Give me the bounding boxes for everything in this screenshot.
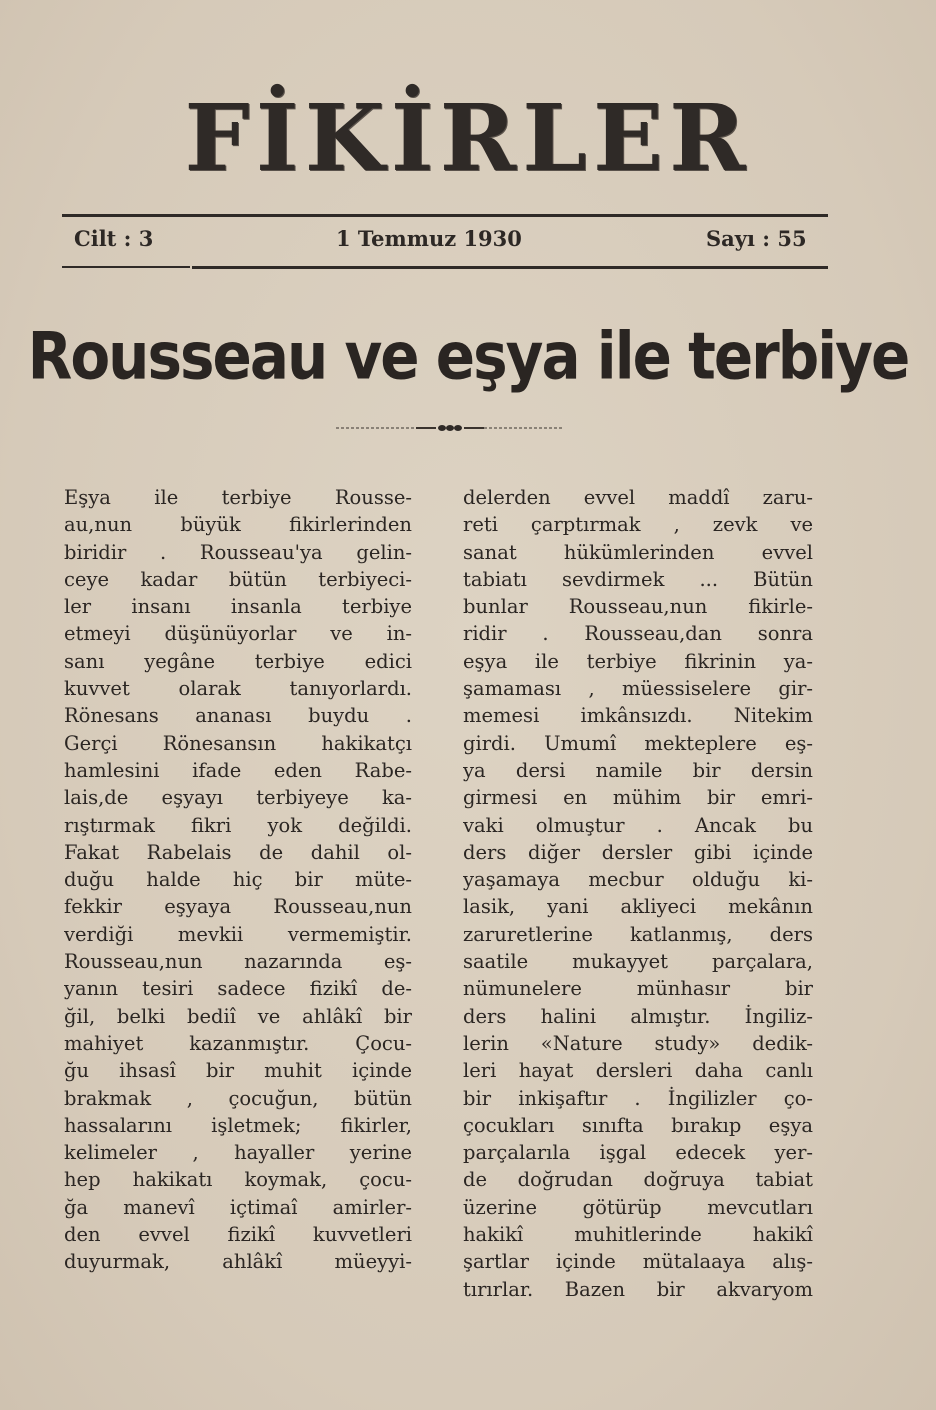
text-line: duğu halde hiç bir müte- <box>64 868 412 892</box>
header-rule-top <box>62 214 828 217</box>
text-line: leri hayat dersleri daha canlı <box>463 1059 813 1083</box>
text-line: sanat hükümlerinden evvel <box>463 540 813 564</box>
text-line: ders diğer dersler gibi içinde <box>463 840 813 864</box>
text-line: ridir . Rousseau,dan sonra <box>463 622 813 646</box>
text-line: sanı yegâne terbiye edici <box>64 649 412 673</box>
text-line: kelimeler , hayaller yerine <box>64 1141 412 1165</box>
article-column-right <box>463 484 813 1303</box>
text-line: eşya ile terbiye fikrinin ya- <box>463 649 813 673</box>
text-line: yanın tesiri sadece fizikî de- <box>64 977 412 1001</box>
text-line: ler insanı insanla terbiye <box>64 595 412 619</box>
text-line: girdi. Umumî mekteplere eş- <box>463 731 813 755</box>
text-line: bir inkişaftır . İngilizler ço- <box>463 1086 813 1110</box>
text-line: au,nun büyük fikirlerinden <box>64 513 412 537</box>
masthead-title: FİKİRLER <box>184 84 752 192</box>
text-line: ğa manevî içtimaî amirler- <box>64 1195 412 1219</box>
ornament-divider <box>336 424 564 432</box>
text-line: şamaması , müessiselere gir- <box>463 677 813 701</box>
text-line: tırırlar. Bazen bir akvaryom <box>463 1277 813 1301</box>
text-line: ya dersi namile bir dersin <box>463 758 813 782</box>
text-line: rıştırmak fikri yok değildi. <box>64 813 412 837</box>
text-line: hamlesini ifade eden Rabe- <box>64 758 412 782</box>
issue-number: Sayı : 55 <box>706 226 807 251</box>
header-rule-bottom <box>192 266 828 269</box>
text-line: delerden evvel maddî zaru- <box>463 486 813 509</box>
text-line: üzerine götürüp mevcutları <box>463 1195 813 1219</box>
text-line: ğil, belki bediî ve ahlâkî bir <box>64 1004 412 1028</box>
text-line: lasik, yani akliyeci mekânın <box>463 895 813 919</box>
issue-date: 1 Temmuz 1930 <box>336 226 522 251</box>
text-line: vaki olmuştur . Ancak bu <box>463 813 813 837</box>
text-line: lerin «Nature study» dedik- <box>463 1031 813 1055</box>
header-rule-bottom-left <box>62 266 190 268</box>
text-line: Rönesans ananası buydu . <box>64 704 412 728</box>
text-line: tabiatı sevdirmek ... Bütün <box>463 567 813 591</box>
text-line: verdiği mevkii vermemiştir. <box>64 922 412 946</box>
text-line: memesi imkânsızdı. Nitekim <box>463 704 813 728</box>
text-line: hakikî muhitlerinde hakikî <box>463 1223 813 1247</box>
text-line: Fakat Rabelais de dahil ol- <box>64 840 412 864</box>
article-column-left <box>64 484 412 1276</box>
text-line: nümunelere münhasır bir <box>463 977 813 1001</box>
text-line: etmeyi düşünüyorlar ve in- <box>64 622 412 646</box>
text-line: girmesi en mühim bir emri- <box>463 786 813 810</box>
text-line: ders halini almıştır. İngiliz- <box>463 1004 813 1028</box>
text-line: Rousseau,nun nazarında eş- <box>64 950 412 974</box>
text-line: biridir . Rousseau'ya gelin- <box>64 540 412 564</box>
text-line: duyurmak, ahlâkî müeyyi- <box>64 1250 412 1274</box>
volume-label: Cilt : 3 <box>74 226 154 251</box>
text-line: zaruretlerine katlanmış, ders <box>463 922 813 946</box>
article-title: Rousseau ve eşya ile terbiye <box>27 318 909 395</box>
text-line: fekkir eşyaya Rousseau,nun <box>64 895 412 919</box>
text-line: brakmak , çocuğun, bütün <box>64 1086 412 1110</box>
text-line: Eşya ile terbiye Rousse- <box>64 486 412 509</box>
text-line: ceye kadar bütün terbiyeci- <box>64 567 412 591</box>
text-line: ğu ihsasî bir muhit içinde <box>64 1059 412 1083</box>
text-line: saatile mukayyet parçalara, <box>463 950 813 974</box>
text-line: den evvel fizikî kuvvetleri <box>64 1223 412 1247</box>
text-line: mahiyet kazanmıştır. Çocu- <box>64 1031 412 1055</box>
text-line: lais,de eşyayı terbiyeye ka- <box>64 786 412 810</box>
text-line: de doğrudan doğruya tabiat <box>463 1168 813 1192</box>
text-line: parçalarıla işgal edecek yer- <box>463 1141 813 1165</box>
text-line: bunlar Rousseau,nun fikirle- <box>463 595 813 619</box>
text-line: hassalarını işletmek; fikirler, <box>64 1113 412 1137</box>
text-line: şartlar içinde mütalaaya alış- <box>463 1250 813 1274</box>
text-line: hep hakikatı koymak, çocu- <box>64 1168 412 1192</box>
text-line: reti çarptırmak , zevk ve <box>463 513 813 537</box>
text-line: Gerçi Rönesansın hakikatçı <box>64 731 412 755</box>
text-line: kuvvet olarak tanıyorlardı. <box>64 677 412 701</box>
text-line: çocukları sınıfta bırakıp eşya <box>463 1113 813 1137</box>
text-line: yaşamaya mecbur olduğu ki- <box>463 868 813 892</box>
